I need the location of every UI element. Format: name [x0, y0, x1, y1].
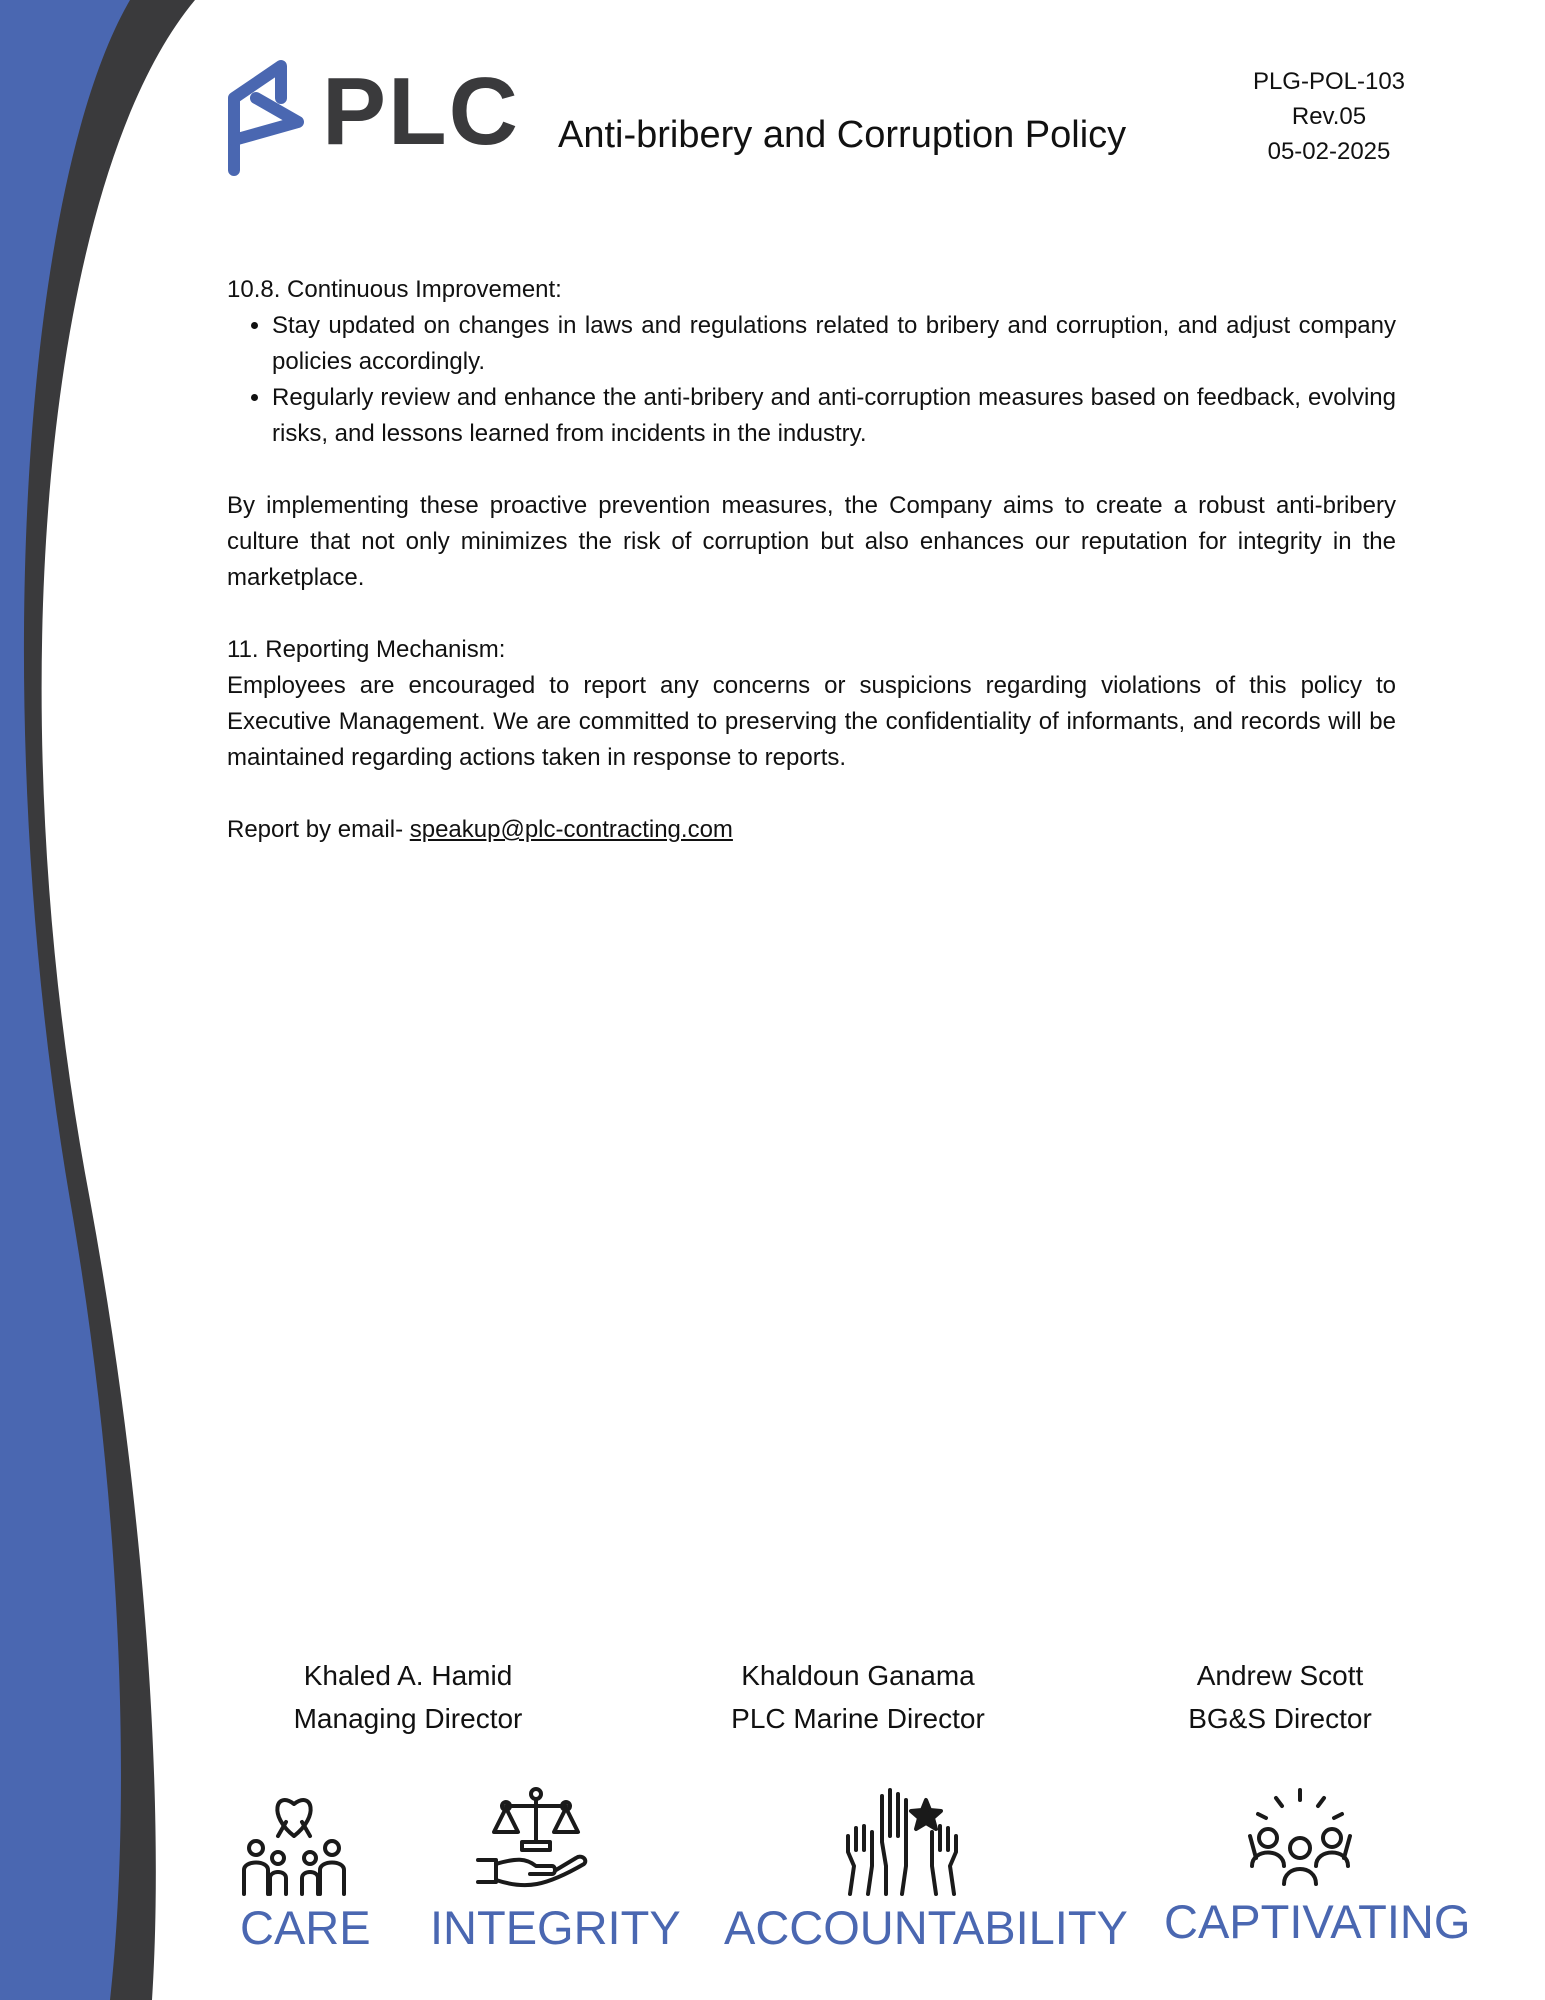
value-label-integrity: INTEGRITY	[430, 1901, 681, 1954]
value-label-captivating: CAPTIVATING	[1164, 1895, 1471, 1948]
section-10-8-heading: 10.8. Continuous Improvement:	[227, 276, 562, 303]
document-date: 05-02-2025	[1267, 138, 1391, 165]
value-label-care: CARE	[240, 1901, 371, 1954]
document-meta	[1222, 64, 1436, 169]
section-11-heading: 11. Reporting Mechanism:	[227, 636, 506, 663]
signatory-title: Managing Director	[293, 1703, 523, 1734]
document-revision: Rev.05	[1291, 103, 1367, 130]
report-line	[227, 812, 1396, 848]
side-wave-decoration	[0, 0, 240, 2000]
plc-logo-icon	[226, 58, 316, 178]
report-email-link[interactable]: speakup@plc-contracting.com	[409, 816, 733, 843]
signatory-3	[1110, 1654, 1450, 1740]
summary-paragraph: By implementing these proactive prevention measures, the Company aims to create a robust anti-bribery culture that not only minimizes the risk of corruption but also enhances our reputation for integrity in the marketplace.	[227, 492, 1396, 591]
signatory-name: Khaled A. Hamid	[303, 1660, 513, 1691]
signatory-1	[238, 1654, 578, 1740]
cheering-people-icon	[1244, 1786, 1356, 1896]
document-code: PLG-POL-103	[1252, 68, 1406, 95]
document-title: Anti-bribery and Corruption Policy	[558, 114, 1127, 156]
list-item: • Stay updated on changes in laws and regulations related to bribery and corruption, and adjust company policies accordingly.	[272, 308, 1396, 380]
heart-hands-icon	[238, 1786, 350, 1896]
raised-hands-star-icon	[846, 1786, 958, 1896]
signatory-name: Andrew Scott	[1196, 1660, 1364, 1691]
signatory-title: PLC Marine Director	[731, 1703, 985, 1734]
value-label-accountability: ACCOUNTABILITY	[724, 1901, 1128, 1954]
list-item: • Regularly review and enhance the anti-bribery and anti-corruption measures based on feedback, evolving risks, and lessons learned from incidents in the industry.	[272, 380, 1396, 452]
scales-hand-icon	[476, 1786, 596, 1896]
logo-wordmark: PLC	[322, 58, 520, 165]
report-prefix: Report by email-	[227, 816, 410, 843]
section-10-8-list	[227, 308, 1396, 452]
section-11-body: Employees are encouraged to report any concerns or suspicions regarding violations of this policy to Executive Management. We are committed to preserving the confidentiality of informants, and records will be maintained regarding actions taken in response to reports.	[227, 672, 1396, 771]
signatory-2	[688, 1654, 1028, 1740]
document-body	[227, 272, 1396, 848]
signatory-name: Khaldoun Ganama	[741, 1660, 975, 1691]
signatory-title: BG&S Director	[1188, 1703, 1372, 1734]
